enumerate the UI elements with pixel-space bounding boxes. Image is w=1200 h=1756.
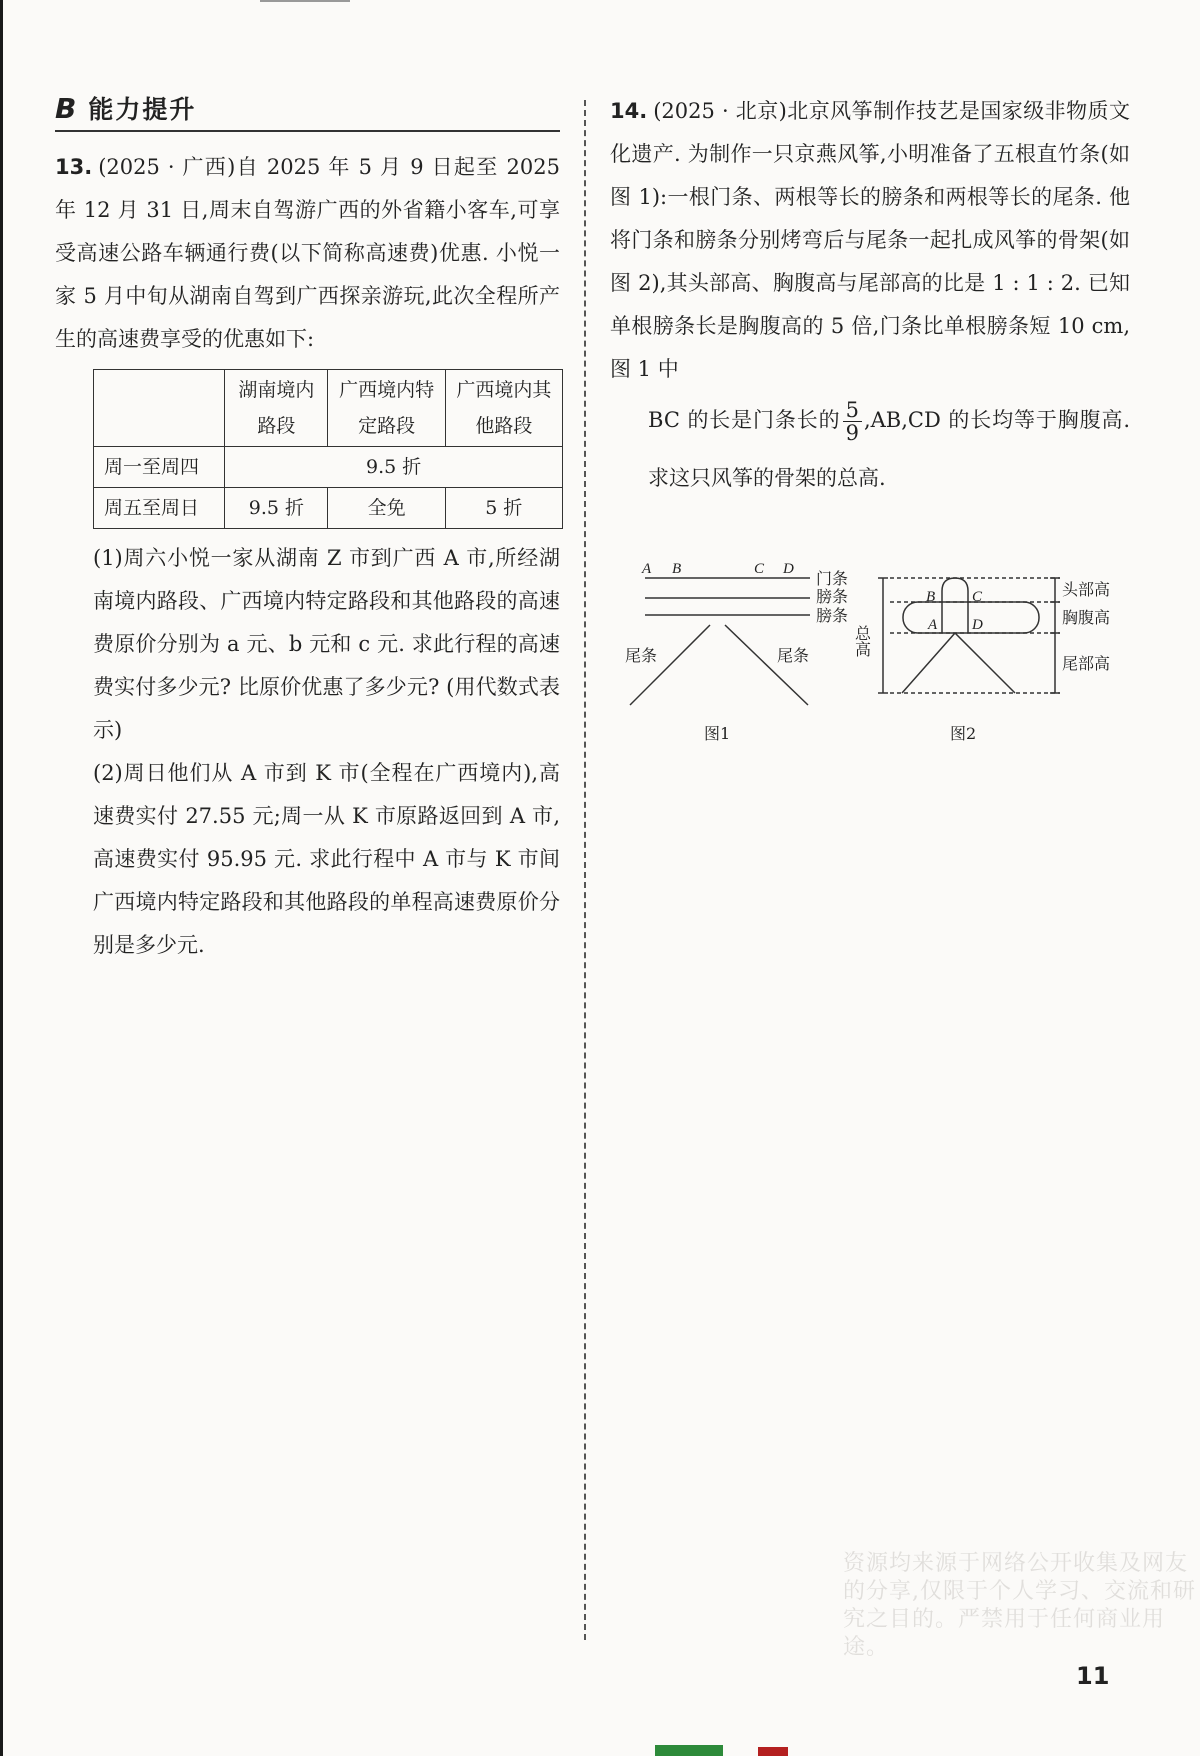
fee-table [93,369,563,529]
table-header-cell: 广西境内其他路段 [445,370,562,447]
door-arch [942,578,968,633]
problem-13-q2: (2)周日他们从 A 市到 K 市(全程在广西境内),高速费实付 27.55 元;周一从 K 市原路返回到 A 市,高速费实付 95.95 元. 求此行程中 A 市与 K 市间广西境内特定路段和其他路段的单程高速费原价分别是多少元. [93,761,560,957]
table-corner-cell [94,370,225,447]
fig2-head-label: 头部高 [1062,580,1111,599]
problem-14-text-c: ,AB,CD 的长均等于胸腹高. 求这只风筝的骨架的总高. [648,408,1130,490]
fig1-wing-label-2: 膀条 [816,606,849,625]
figures-svg [620,555,1160,745]
table-header-row [94,370,563,447]
fig1-door-label: 门条 [816,569,849,588]
problem-14-number: 14. [610,99,648,123]
problem-13-q1: (1)周六小悦一家从湖南 Z 市到广西 A 市,所经湖南境内路段、广西境内特定路段和其他路段的高速费原价分别为 a 元、b 元和 c 元. 求此行程的高速费实付多少元? 比原价优惠了多少元? (用代数式表示) [93,546,560,742]
figures [620,555,1160,745]
problem-14 [610,90,1130,391]
section-title-text: 能力提升 [88,95,197,124]
fraction [843,399,862,444]
fig2-point-b: B [926,589,936,605]
table-header-cell: 湖南境内路段 [225,370,328,447]
problem-14-line [610,391,1130,507]
tail-bar-right [725,625,808,705]
page-edge [0,0,3,1756]
fig1-point-d: D [783,561,794,577]
fig2-point-c: C [972,589,983,605]
problem-13-intro: (2025 · 广西)自 2025 年 5 月 9 日起至 2025 年 12 月 31 日,周末自驾游广西的外省籍小客车,可享受高速公路车辆通行费(以下简称高速费)优惠. 小悦一家 5 月中旬从湖南自驾到广西探亲游玩,此次全程所产生的高速费享受的优惠如下: [55,155,560,351]
fig2-caption: 图2 [950,724,977,743]
fig1-point-b: B [672,561,682,577]
fig1-caption: 图1 [704,724,731,743]
problem-13 [55,146,560,361]
fig1-tail-left-label: 尾条 [625,646,658,665]
fig2-tail-label: 尾部高 [1062,654,1111,673]
fig2-point-d: D [972,617,983,633]
bottom-color-strip [655,1745,723,1756]
column-divider [584,100,586,1640]
figure-2 [878,578,1060,693]
table-cell: 全免 [328,488,445,529]
fig2-point-a: A [928,617,938,633]
problem-13-number: 13. [55,155,93,179]
table-cell: 5 折 [445,488,562,529]
bottom-color-strip [758,1747,788,1756]
page-number: 11 [1076,1662,1110,1690]
section-letter: B [55,92,79,125]
table-cell: 9.5 折 [225,488,328,529]
fig1-point-a: A [642,561,652,577]
fig1-point-c: C [754,561,765,577]
left-column [55,90,560,967]
fraction-numerator: 5 [843,399,862,422]
watermark: 资源均来源于网络公开收集及网友的分享,仅限于个人学习、交流和研究之目的。严禁用于任何商业用途。 [843,1551,1196,1660]
fig1-tail-right-label: 尾条 [777,646,810,665]
tail-right [955,633,1015,693]
top-mark [260,0,350,2]
table-row-label: 周五至周日 [94,488,225,529]
section-title [55,90,560,132]
table-header-cell: 广西境内特定路段 [328,370,445,447]
table-row [94,488,563,529]
tail-left [902,633,955,693]
figure-1 [630,578,810,705]
tail-bar-left [630,625,710,705]
fig1-wing-label-1: 膀条 [816,587,849,606]
right-column [610,90,1130,507]
fraction-denominator: 9 [845,421,859,445]
table-cell: 9.5 折 [225,447,563,488]
table-row [94,447,563,488]
fig2-chest-label: 胸腹高 [1062,608,1111,627]
wing-loop [903,602,1039,633]
table-row-label: 周一至周四 [94,447,225,488]
problem-14-text-b: BC 的长是门条长的 [648,408,841,432]
fig2-total-label: 总高 [852,625,872,657]
problem-14-text-a: (2025 · 北京)北京风筝制作技艺是国家级非物质文化遗产. 为制作一只京燕风筝,小明准备了五根直竹条(如图 1):一根门条、两根等长的膀条和两根等长的尾条. 他将门条和膀条分别烤弯后与尾条一起扎成风筝的骨架(如图 2),其头部高、胸腹高与尾部高的比是 1 : 1 : 2. 已知单根膀条长是胸腹高的 5 倍,门条比单根膀条短 10 cm,图 1 中 [610,99,1130,381]
